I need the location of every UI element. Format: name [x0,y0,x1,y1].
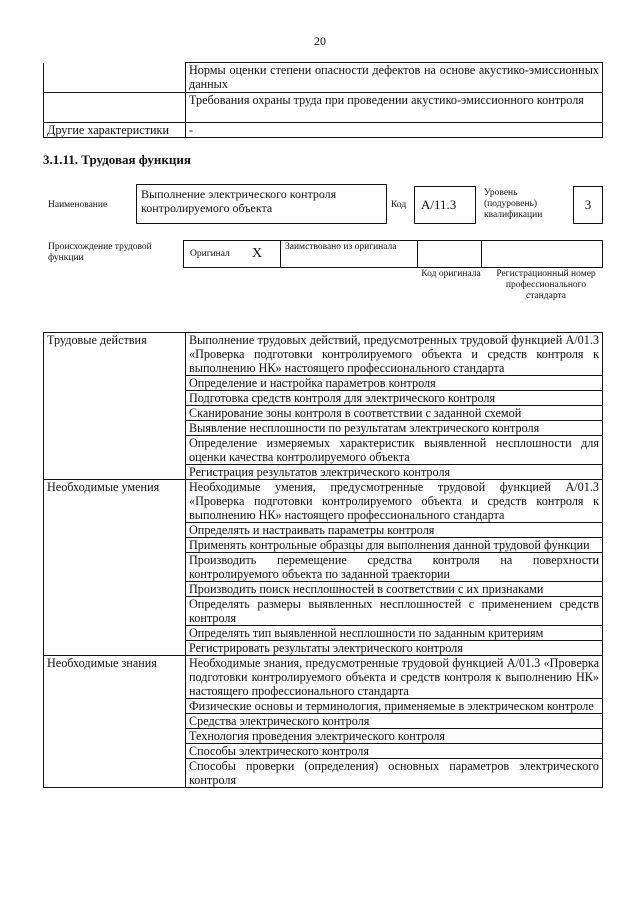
borrowed-label: Заимствовано из оригинала [285,242,397,252]
table-cell: Способы электрического контроля [186,744,603,759]
code-label: Код [391,200,407,210]
table-cell: Регистрация результатов электрического контроля [186,465,603,480]
table-cell: Выполнение трудовых действий, предусмотренных трудовой функцией А/01.3 «Проверка подготовки контролируемого объекта и средств контроля к выполнению НК» настоящего профессионального стандарта [186,333,603,376]
table-cell: Определение и настройка параметров контроля [186,376,603,391]
table-cell: Способы проверки (определения) основных параметров электрического контроля [186,759,603,788]
table-row [44,333,603,376]
table-cell: Применять контрольные образцы для выполнения данной трудовой функции [186,538,603,553]
level-box [573,186,603,224]
level-label: Уровень (подуровень) квалификации [484,188,543,220]
table-cell: Технология проведения электрического контроля [186,729,603,744]
table-row [44,656,603,699]
table-cell: Средства электрического контроля [186,714,603,729]
table-cell: Производить поиск несплошностей в соответствии с их признаками [186,582,603,597]
original-mark: X [252,246,263,261]
table-cell: Необходимые знания, предусмотренные трудовой функцией А/01.3 «Проверка подготовки контролируемого объекта и средств контроля к выполнению НК» настоящего профессионального стандарта [186,656,603,699]
table-cell: Выявление несплошности по результатам электрического контроля [186,421,603,436]
table-cell: Производить перемещение средства контроля на поверхности контролируемого объекта по заданной траектории [186,553,603,582]
main-table [43,332,603,788]
top-table [43,62,603,138]
table-row [44,123,603,138]
table-label-cell [44,93,186,123]
table-cell: - [186,123,603,138]
function-name: Выполнение электрического контроля контролируемого объекта [141,187,337,215]
table-cell: Определять размеры выявленных несплошностей с применением средств контроля [186,597,603,626]
original-cell [184,241,281,267]
section-heading: 3.1.11. Трудовая функция [43,152,191,167]
table-cell: Необходимые умения, предусмотренные трудовой функцией А/01.3 «Проверка подготовки контролируемого объекта и средств контроля к выполнению НК» настоящего профессионального стандарта [186,480,603,523]
table-row [44,63,603,93]
table-label-cell [44,63,186,93]
group-label: Необходимые знания [44,656,186,788]
level-value: 3 [584,197,592,212]
table-row [44,480,603,523]
table-cell: Определение измеряемых характеристик выявленной несплошности для оценки качества контролируемого объекта [186,436,603,465]
table-cell: Регистрировать результаты электрического контроля [186,641,603,656]
table-cell: Определять и настраивать параметры контроля [186,523,603,538]
original-label: Оригинал [190,249,230,259]
table-row [44,93,603,123]
origin-label: Происхождение трудовой функции [48,242,152,263]
table-cell: Нормы оценки степени опасности дефектов на основе акустико-эмиссионных данных [186,63,603,93]
reg-number-caption: Регистрационный номер профессионального стандарта [496,269,596,301]
borrowed-cell [281,241,418,267]
function-code: А/11.3 [421,197,457,212]
table-cell: Физические основы и терминология, применяемые в электрическом контроле [186,699,603,714]
table-label-cell: Другие характеристики [44,123,186,138]
function-name-box [136,184,387,224]
table-cell: Сканирование зоны контроля в соответствии с заданной схемой [186,406,603,421]
name-label: Наименование [48,200,108,210]
group-label: Трудовые действия [44,333,186,480]
code-original-caption: Код оригинала [421,269,481,279]
table-cell: Определять тип выявленной несплошности по заданным критериям [186,626,603,641]
origin-box [183,240,603,268]
page-number: 20 [314,34,326,48]
table-cell: Подготовка средств контроля для электрического контроля [186,391,603,406]
function-code-box [414,186,476,224]
table-cell: Требования охраны труда при проведении акустико-эмиссионного контроля [186,93,603,123]
group-label: Необходимые умения [44,480,186,656]
original-code-cell [418,241,482,267]
